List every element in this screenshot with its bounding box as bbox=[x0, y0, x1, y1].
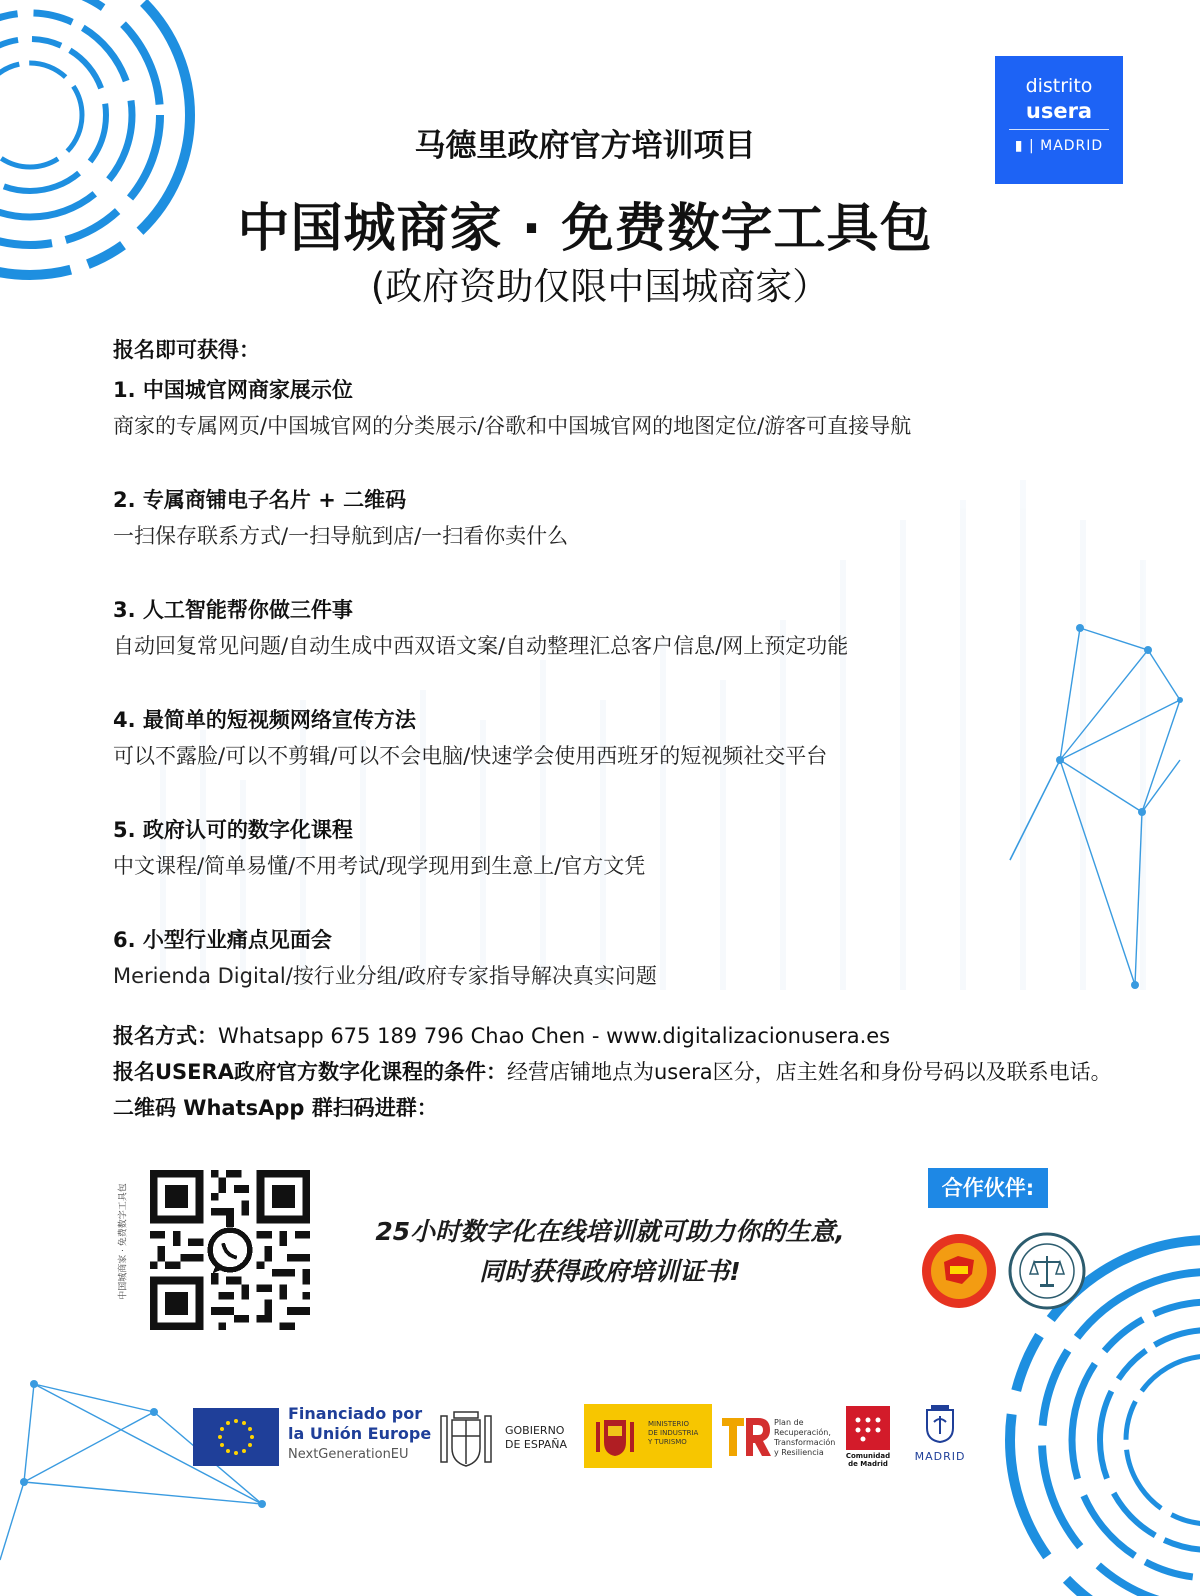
registration-conditions-label: 报名USERA政府官方数字化课程的条件： bbox=[113, 1060, 507, 1084]
benefit-desc: 自动回复常见问题/自动生成中西双语文案/自动整理汇总客户信息/网上预定功能 bbox=[113, 634, 849, 658]
benefit-item bbox=[113, 374, 1133, 440]
registration-section bbox=[113, 1018, 1123, 1126]
partner-justice-seal bbox=[1008, 1232, 1086, 1310]
comunidad-madrid-text: Comunidad de Madrid bbox=[845, 1452, 891, 1468]
qr-instructions-label: 二维码 WhatsApp 群扫码进群： bbox=[113, 1096, 438, 1120]
registration-method-label: 报名方式： bbox=[113, 1024, 218, 1048]
registration-contact[interactable]: Whatsapp 675 189 796 Chao Chen - www.digitalizacionusera.es bbox=[218, 1024, 891, 1048]
eu-funding-text bbox=[288, 1404, 438, 1462]
benefit-item bbox=[113, 704, 1133, 770]
benefit-item bbox=[113, 814, 1133, 880]
eu-line3: NextGenerationEU bbox=[288, 1447, 409, 1462]
benefit-item bbox=[113, 484, 1133, 550]
benefit-title: 4. 最简单的短视频网络宣传方法 bbox=[113, 708, 416, 732]
qr-instructions bbox=[113, 1090, 1123, 1126]
whatsapp-qr-code[interactable] bbox=[150, 1170, 310, 1330]
benefit-title: 1. 中国城官网商家展示位 bbox=[113, 378, 353, 402]
gobierno-espana-text: GOBIERNO DE ESPAÑA bbox=[505, 1424, 568, 1451]
benefits-lead: 报名即可获得： bbox=[113, 338, 260, 362]
ministerio-coat-icon bbox=[594, 1414, 636, 1458]
prtr-logo-icon bbox=[720, 1412, 772, 1460]
madrid-city-logo bbox=[908, 1404, 972, 1463]
benefit-title: 2. 专属商铺电子名片 + 二维码 bbox=[113, 488, 407, 512]
badge-line3: ▮ | MADRID bbox=[1014, 138, 1104, 154]
madrid-text: MADRID bbox=[914, 1450, 966, 1463]
registration-conditions-text: 经营店铺地点为usera区分，店主姓名和身份号码以及联系电话。 bbox=[506, 1060, 1112, 1084]
benefits-section bbox=[113, 334, 1133, 1034]
eu-flag-icon bbox=[193, 1408, 279, 1466]
benefit-title: 5. 政府认可的数字化课程 bbox=[113, 818, 353, 842]
page-title: 中国城商家 · 免费数字工具包 bbox=[237, 199, 933, 259]
eu-line1: Financiado por bbox=[288, 1404, 423, 1423]
slogan-line1: 25小时数字化在线培训就可助力你的生意, bbox=[375, 1217, 845, 1246]
ministerio-text: MINISTERIO DE INDUSTRIA Y TURISMO bbox=[648, 1420, 699, 1446]
benefit-desc: 商家的专属网页/中国城官网的分类展示/谷歌和中国城官网的地图定位/游客可直接导航 bbox=[113, 414, 912, 438]
slogan-line2: 同时获得政府培训证书! bbox=[479, 1257, 741, 1286]
badge-line2: usera bbox=[1025, 99, 1093, 123]
slogan bbox=[330, 1212, 890, 1292]
registration-method bbox=[113, 1018, 1123, 1054]
benefit-desc: 可以不露脸/可以不剪辑/可以不会电脑/快速学会使用西班牙的短视频社交平台 bbox=[113, 744, 828, 768]
partners-label: 合作伙伴: bbox=[928, 1168, 1048, 1208]
benefit-desc: 中文课程/简单易懂/不用考试/现学现用到生意上/官方文凭 bbox=[113, 854, 646, 878]
qr-side-caption: 中国城商家 · 免费数字工具包 bbox=[118, 1183, 129, 1300]
ministerio-logo bbox=[584, 1404, 712, 1468]
comunidad-madrid-flag-icon bbox=[846, 1406, 890, 1450]
benefit-desc: Merienda Digital/按行业分组/政府专家指导解决真实问题 bbox=[113, 964, 657, 988]
badge-line1: distrito bbox=[1025, 75, 1093, 97]
benefit-item bbox=[113, 924, 1133, 990]
benefit-title: 3. 人工智能帮你做三件事 bbox=[113, 598, 353, 622]
header-note: (政府资助仅限中国城商家） bbox=[370, 265, 830, 308]
madrid-crest-icon bbox=[923, 1404, 957, 1444]
benefit-title: 6. 小型行业痛点见面会 bbox=[113, 928, 332, 952]
partner-association-seal bbox=[920, 1232, 998, 1310]
spain-coat-of-arms-icon bbox=[436, 1402, 496, 1472]
eu-line2: la Unión Europe bbox=[288, 1424, 432, 1443]
benefit-desc: 一扫保存联系方式/一扫导航到店/一扫看你卖什么 bbox=[113, 524, 569, 548]
prtr-text: Plan de Recuperación, Transformación y Resiliencia bbox=[774, 1418, 836, 1457]
header-subtitle: 马德里政府官方培训项目 bbox=[414, 128, 756, 164]
benefit-item bbox=[113, 594, 1133, 660]
registration-conditions bbox=[113, 1054, 1123, 1090]
